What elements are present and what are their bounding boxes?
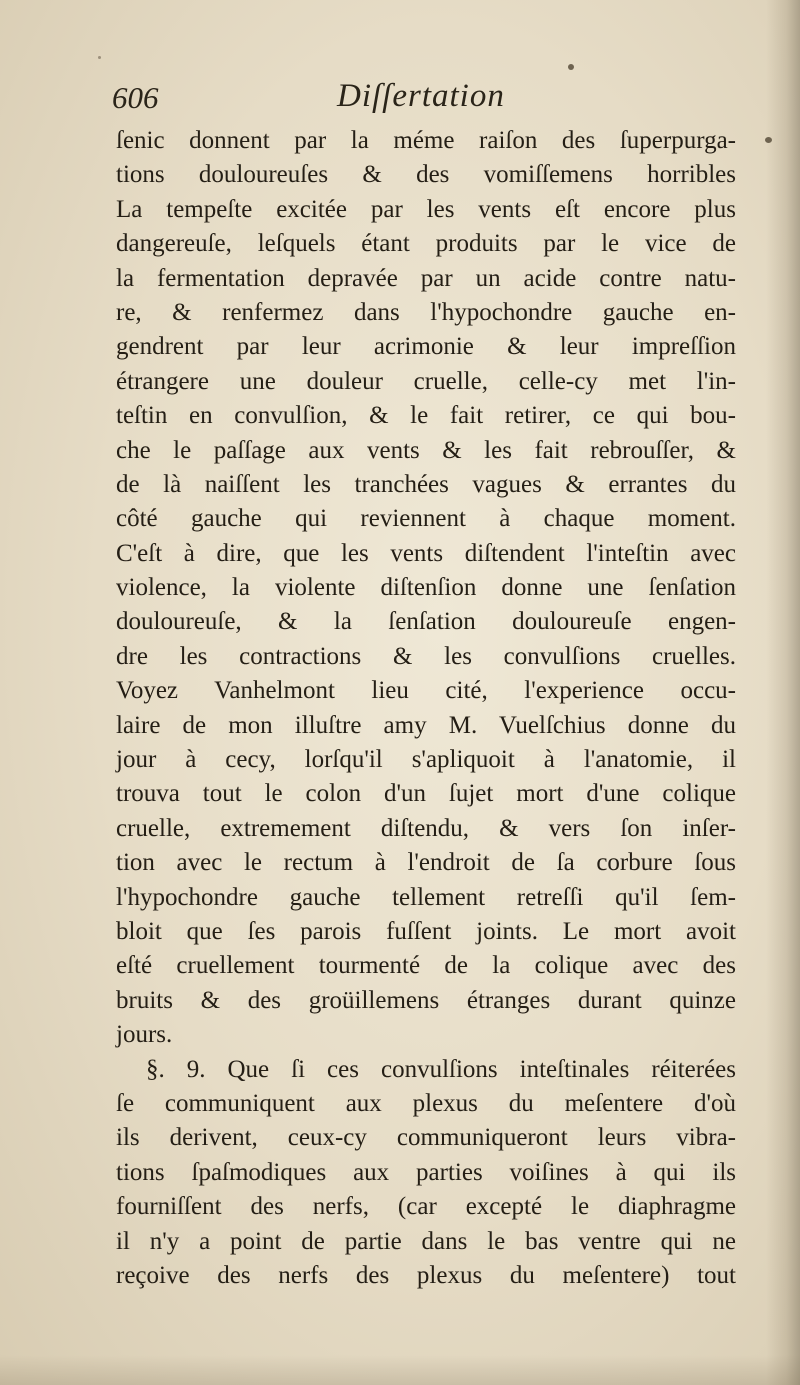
text-line: la fermentation depravée par un acide contre natu- (116, 264, 736, 292)
text-line: C'eſt à dire, que les vents diſtendent l'inteſtin avec (116, 539, 736, 567)
page-bottom-shadow (0, 1355, 800, 1385)
ink-speck (765, 137, 772, 143)
text-line: il n'y a point de partie dans le bas ventre qui ne (116, 1227, 736, 1255)
text-line: ſenic donnent par la méme raiſon des ſuperpurga- (116, 127, 736, 154)
text-line: dre les contractions & les convulſions cruelles. (116, 642, 736, 670)
ink-speck (568, 64, 574, 70)
text-line: côté gauche qui reviennent à chaque moment. (116, 505, 736, 533)
text-line: trouva tout le colon d'un ſujet mort d'une colique (116, 780, 736, 808)
text-line: ils derivent, ceux-cy communiqueront leurs vibra- (116, 1124, 736, 1152)
text-line: tions ſpaſmodiques aux parties voiſines à qui ils (116, 1158, 736, 1186)
text-line: teſtin en convulſion, & le fait retirer, ce qui bou- (116, 402, 736, 430)
text-line: bruits & des groüillemens étranges durant quinze (116, 986, 736, 1014)
text-line: l'hypochondre gauche tellement retreſſi qu'il ſem- (116, 883, 736, 911)
text-line: che le paſſage aux vents & les fait rebrouſſer, & (116, 436, 736, 464)
text-line: bloit que ſes parois fuſſent joints. Le mort avoit (116, 917, 736, 945)
text-line: tion avec le rectum à l'endroit de ſa corbure ſous (116, 849, 736, 877)
text-line: eſté cruellement tourmenté de la colique avec des (116, 952, 736, 980)
text-line: jour à cecy, lorſqu'il s'apliquoit à l'anatomie, il (116, 746, 736, 774)
running-header (112, 78, 672, 122)
page-number: 606 (112, 80, 159, 115)
text-line: La tempeſte excitée par les vents eſt encore plus (116, 195, 736, 223)
running-title: Diſſertation (337, 78, 505, 114)
text-line: étrangere une douleur cruelle, celle-cy met l'in- (116, 367, 736, 395)
page-edge-shadow (766, 0, 800, 1385)
paragraph-start-line: §. 9. Que ſi ces convulſions inteſtinales réiterées (146, 1055, 736, 1083)
body-text (116, 124, 736, 1293)
text-line: dangereuſe, leſquels étant produits par le vice de (116, 230, 736, 258)
text-line: violence, la violente diſtenſion donne une ſenſation (116, 574, 736, 602)
text-line: douloureuſe, & la ſenſation douloureuſe engen- (116, 608, 736, 636)
text-line: Voyez Vanhelmont lieu cité, l'experience occu- (116, 677, 736, 705)
text-line: cruelle, extremement diſtendu, & vers ſon inſer- (116, 814, 736, 842)
text-line: jours. (116, 1021, 173, 1049)
text-line: gendrent par leur acrimonie & leur impreſſion (116, 333, 736, 361)
text-line: reçoive des nerfs des plexus du meſentere) tout (116, 1261, 736, 1289)
text-line: de là naiſſent les tranchées vagues & errantes du (116, 470, 736, 498)
text-line: tions douloureuſes & des vomiſſemens horribles (116, 161, 736, 189)
text-line: ſe communiquent aux plexus du meſentere d'où (116, 1089, 736, 1117)
text-line: laire de mon illuſtre amy M. Vuelſchius donne du (116, 711, 736, 739)
ink-speck (98, 56, 101, 59)
text-line: fourniſſent des nerfs, (car excepté le diaphragme (116, 1193, 736, 1221)
text-line: re, & renfermez dans l'hypochondre gauche en- (116, 298, 736, 326)
